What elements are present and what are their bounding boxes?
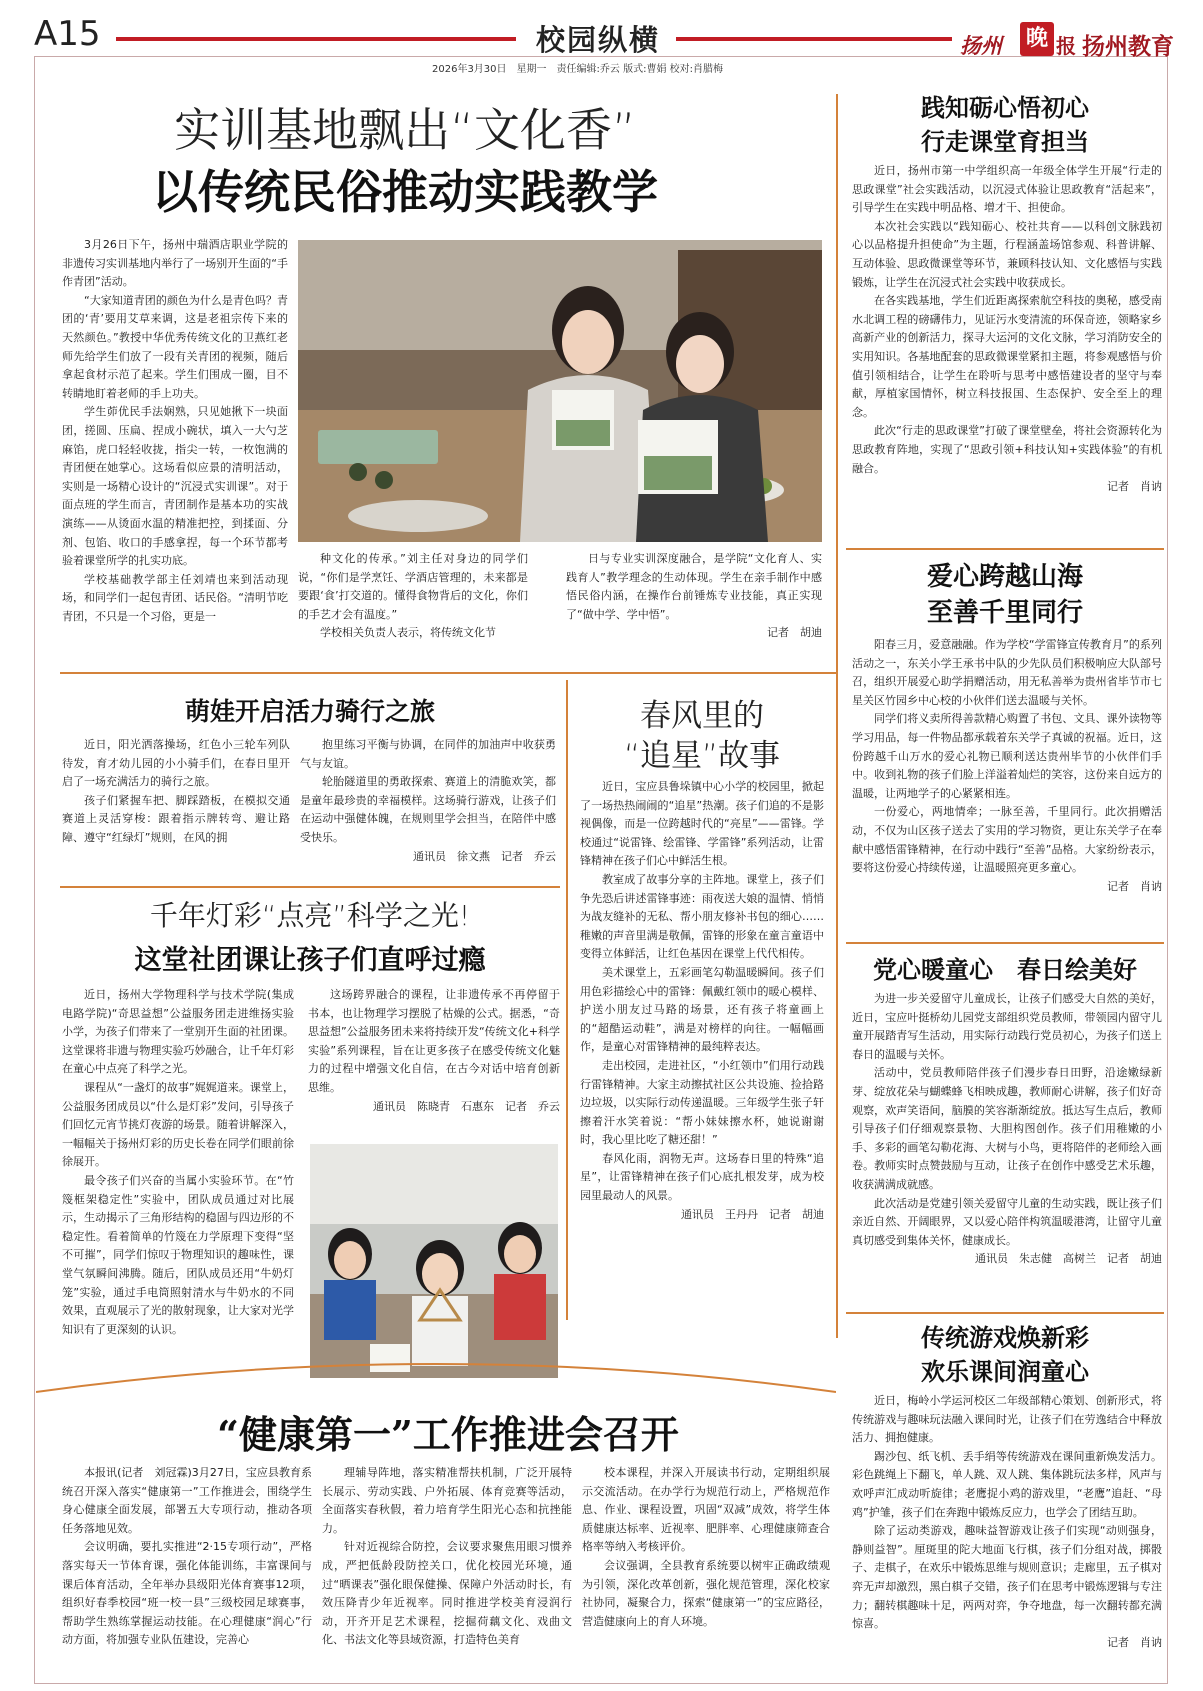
right2-subtitle: 至善千里同行 <box>926 598 1083 628</box>
right2-byline: 记者 肖讷 <box>1107 879 1162 893</box>
right1-title: 践知砺心悟初心 <box>921 93 1089 122</box>
bike-text-col2: 抱里练习平衡与协调，在同伴的加油声中收获勇气与友谊。 轮胎隧道里的勇敢探索、赛道上的清脆欢笑，都是童年最珍贵的幸福模样。这场骑行游戏，让孩子们在运动中强健体魄，在规则里学会担当，在陪伴中感受快乐。 通讯员 徐文燕 记者 乔云 <box>300 736 556 882</box>
brand-text-left: 扬州 <box>960 33 1002 58</box>
right4-title: 传统游戏焕新彩 <box>921 1323 1089 1352</box>
lantern-byline: 通讯员 陈晓青 石惠东 记者 乔云 <box>373 1099 560 1113</box>
lead-byline: 记者 胡迪 <box>767 626 822 640</box>
brand-text-mid: 报 <box>1056 34 1076 58</box>
right4-byline: 记者 肖讷 <box>1107 1635 1162 1649</box>
star-subtitle: “追星”故事 <box>623 738 781 774</box>
health-text-col2: 理辅导阵地，落实精准帮扶机制，广泛开展特长展示、劳动实践、户外拓展、体育竞赛等活动，全面落实春秋假，着力培育学生阳光心态和抗挫能力。 针对近视综合防控，会议要求聚焦用眼习惯养成，严把低龄段防控关口，优化校园光环境，通过“晒课表”强化眼保健操、保障户外活动时长，有效压降青少年近视率。同时推进学校美育浸润行动，开齐开足艺术课程，挖掘荷藕文化、戏曲文化、书法文化等县域资源，打造特色美育 <box>322 1466 572 1647</box>
column-divider-right <box>836 94 838 1338</box>
lantern-text-col1: 近日，扬州大学物理科学与技术学院(集成电路学院)“奇思益想”公益服务团走进维扬实验小学，为孩子们带来了一堂别开生面的社团课。这堂课将非遗与物理实验巧妙融合，让千年灯彩在童心中点亮了科学之光。 课程从“一盏灯的故事”娓娓道来。课堂上，公益服务团成员以“什么是灯彩”发问，引导孩子们回忆元宵节挑灯夜游的场景。随着讲解深入，一幅幅关于扬州灯彩的历史长卷在同学们眼前徐徐展开。 最令孩子们兴奋的当属小实验环节。在“竹篾框架稳定性”实验中，团队成员通过对比展示，生动揭示了三角形结构的稳固与四边形的不稳定性。看着简单的竹篾在力学原理下变得“坚不可摧”，同学们惊叹于物理知识的趣味性，课堂气氛瞬间沸腾。随后，团队成员还用“牛奶灯笼”实验，通过手电筒照射清水与牛奶水的不同效果，直观展示了光的散射现象，让大家对光学知识有了更深刻的认识。 <box>62 988 294 1336</box>
health-swoosh <box>36 1346 836 1400</box>
lead-text-col3: 日与专业实训深度融合，是学院“文化育人、实践育人”教学理念的生动体现。学生在亲手制作中感悟民俗内涵，在操作台前锤炼专业技能，真正实现了“做中学、学中悟”。 记者 胡迪 <box>566 550 822 662</box>
header-rule-left <box>116 37 516 41</box>
star-byline: 通讯员 王丹丹 记者 胡迪 <box>681 1207 824 1221</box>
lantern-photo <box>310 1144 558 1378</box>
health-text-col1: 本报讯(记者 刘冠霖)3月27日，宝应县教育系统召开深入落实“健康第一”工作推进会，围绕学生身心健康全面发展，部署五大专项行动，推动各项任务落地见效。 会议明确，要扎实推进“2·15专项行动”，严格落实每天一节体育课，强化体能训练，丰富课间与课后体育活动，全年举办县级阳光体育赛事12项，组织好春季校园“班一校一县”三级校园足球赛事，帮助学生熟练掌握运动技能。在心理健康“润心”行动方面，将加强专业队伍建设，完善心 <box>62 1466 312 1647</box>
right3-byline: 通讯员 朱志健 高树兰 记者 胡迪 <box>975 1252 1162 1266</box>
lead-text-col2: 种文化的传承。”刘主任对身边的同学们说，“你们是学烹饪、学酒店管理的，未来都是要跟‘食’打交道的。懂得食物背后的文化，你们的手艺才会有温度。” 学校相关负责人表示，将传统文化节 <box>298 552 528 640</box>
divider-right1 <box>846 548 1164 550</box>
right2-title: 爱心跨越山海 <box>926 562 1083 592</box>
brand-text-right: 扬州教育 <box>1082 33 1174 60</box>
lead-subtitle: 以传统民俗推动实践教学 <box>152 165 658 219</box>
right1-text: 近日，扬州市第一中学组织高一年级全体学生开展“行走的思政课堂”社会实践活动，以沉浸式体验让思政教育“活起来”，引导学生在实践中明品格、增才干、担使命。 本次社会实践以“践知砺心、校社共育——以科创文脉践初心以品格提升担使命”为主题，行程涵盖场馆参观、科普讲解、互动体验、思政微课堂等环节，兼顾科技认知、文化感悟与实践锻炼，让学生在沉浸式社会实践中收获成长。 在各实践基地，学生们近距离探索航空科技的奥秘，感受南水北调工程的磅礴伟力，见证污水变清流的环保奇迹，领略家乡高新产业的创新活力，探寻大运河的文化文脉，学习消防安全的实用知识。各基地配套的思政微课堂紧扣主题，将参观感悟与价值引领相结合，让学生在聆听与思考中感悟建设者的坚守与奉献，厚植家国情怀，树立科技报国、生态保护、安全至上的理念。 此次“行走的思政课堂”打破了课堂壁垒，将社会资源转化为思政教育阵地，实现了“思政引领+科技认知+实践体验”的有机融合。 记者 肖讷 <box>852 162 1162 538</box>
bike-byline: 通讯员 徐文燕 记者 乔云 <box>413 849 556 863</box>
right1-byline: 记者 肖讷 <box>1107 480 1162 494</box>
lead-text-col1: 3月26日下午，扬州中瑞酒店职业学院的非遗传习实训基地内举行了一场别开生面的“手作青团”活动。 “大家知道青团的颜色为什么是青色吗？青团的‘青’要用艾草来调，这是老祖宗传下来的天然颜色。”教授中华优秀传统文化的卫燕红老师先给学生们放了一段有关青团的视频，随后拿起食材示范了起来。学生们围成一圈，目不转睛地盯着老师的手上功夫。 学生茆优民手法娴熟，只见她揪下一块面团，搓圆、压扁、捏成小碗状，填入一大勺芝麻馅，虎口轻轻收拢，指尖一转，一枚饱满的青团便在她掌心。这场看似应景的清明活动，实则是一场精心设计的“沉浸式实训课”。对于面点班的学生而言，青团制作是基本功的实战演练——从烫面水温的精准把控，到揉面、分剂、包馅、收口的手感拿捏，每一个环节都考验着课堂所学的扎实功底。 学校基础教学部主任刘靖也来到活动现场，和同学们一起包青团、话民俗。“清明节吃青团，不只是一个习俗，更是一 <box>62 238 288 623</box>
right1-subtitle: 行走课堂育担当 <box>921 127 1089 156</box>
page-number: A15 <box>34 14 101 54</box>
health-title: “健康第一”工作推进会召开 <box>217 1412 679 1457</box>
bike-title: 萌娃开启活力骑行之旅 <box>184 697 435 726</box>
section-title: 校园纵横 <box>536 23 661 57</box>
right2-text: 阳春三月，爱意融融。作为学校“学雷锋宣传教育月”的系列活动之一，东关小学王承书中队的少先队员们积极响应大队部号召，组织开展爱心助学捐赠活动，用无私善举为贵州省毕节市七星关区竹园乡中心校的小伙伴们送去温暖与关怀。 同学们将义卖所得善款精心购置了书包、文具、课外读物等学习用品，每一件物品都承载着东关学子真诚的祝福。近日，这份跨越千山万水的爱心礼物已顺利送达贵州毕节的小伙伴们手中。收到礼物的孩子们脸上洋溢着灿烂的笑容，这份来自远方的温暖，让两地学子的心紧紧相连。 一份爱心，两地情牵；一脉至善，千里同行。此次捐赠活动，不仅为山区孩子送去了实用的学习物资，更让东关学子在奉献中感悟雷锋精神，在行动中践行“至善”品格。大家纷纷表示，要将这份爱心持续传递，让温暖照亮更多童心。 记者 肖讷 <box>852 636 1162 932</box>
lead-photo <box>298 240 822 542</box>
lead-title: 实训基地飘出“文化香” <box>174 103 636 157</box>
bike-text-col1: 近日，阳光洒落操场，红色小三轮车列队待发，育才幼儿园的小小骑手们，在春日里开启了一场充满活力的骑行之旅。 孩子们紧握车把、脚踩踏板，在模拟交通赛道上灵活穿梭：跟着指示牌转弯、避让路障、遵守“红绿灯”规则，在风的拥 <box>62 738 290 844</box>
column-divider-mid <box>566 680 568 1320</box>
right4-subtitle: 欢乐课间润童心 <box>921 1357 1089 1386</box>
divider-bike <box>60 886 560 888</box>
divider-right3 <box>846 1312 1164 1314</box>
brand-logo: 晚 <box>1020 22 1054 56</box>
lantern-subtitle: 这堂社团课让孩子们直呼过瘾 <box>134 945 486 976</box>
right3-title: 党心暖童心 春日绘美好 <box>873 955 1137 984</box>
star-text: 近日，宝应县鲁垛镇中心小学的校园里，掀起了一场热热闹闹的“追星”热潮。孩子们追的不是影视偶像，而是一位跨越时代的“亮星”——雷锋。学校通过“说雷锋、绘雷锋、学雷锋”系列活动，让雷锋精神在孩子们心中鲜活生根。 教室成了故事分享的主阵地。课堂上，孩子们争先恐后讲述雷锋事迹：雨夜送大娘的温情、悄悄为战友缝补的无私、帮小朋友修补书包的细心……稚嫩的声音里满是敬佩，雷锋的形象在童言童语中变得立体鲜活，让红色基因在课堂上代代相传。 美术课堂上，五彩画笔勾勒温暖瞬间。孩子们用色彩描绘心中的雷锋：佩戴红领巾的暖心模样、护送小朋友过马路的场景，还有孩子将童画上的“超酷运动鞋”，满是对榜样的向往。一幅幅画作，是童心对雷锋精神的最纯粹表达。 走出校园，走进社区，“小红领巾”们用行动践行雷锋精神。大家主动擦拭社区公共设施、捡拾路边垃圾，以实际行动传递温暖。三年级学生张子轩擦着汗水笑着说：“帮小妹妹擦水杯，她说谢谢时，我心里比吃了糖还甜！” 春风化雨，润物无声。这场春日里的特殊“追星”，让雷锋精神在孩子们心底扎根发芽，成为校园里最动人的风景。 通讯员 王丹丹 记者 胡迪 <box>580 778 824 1332</box>
right3-text: 为进一步关爱留守儿童成长，让孩子们感受大自然的美好，近日，宝应叶挺桥幼儿园党支部组织党员教师，带领园内留守儿童开展踏青写生活动，用实际行动践行党员初心，为孩子们送上春日的温暖与关怀。 活动中，党员教师陪伴孩子们漫步春日田野，沿途嫩绿新芽、绽放花朵与蝴蝶蜂飞相映成趣，教师耐心讲解，孩子们好奇观察，欢声笑语间，脑膜的笑容渐渐绽放。抵达写生点后，教师引导孩子们仔细观察景物、大胆构图创作。孩子们用稚嫩的小手、多彩的画笔勾勒花海、大树与小鸟，更将陪伴的老师绘入画卷。教师实时点赞鼓励与互动，让孩子在创作中感受艺术乐趣，收获满满成就感。 此次活动是党建引领关爱留守儿童的生动实践，既让孩子们亲近自然、开阔眼界，又以爱心陪伴构筑温暖港湾，让留守儿童真切感受到集体关怀，健康成长。 通讯员 朱志健 高树兰 记者 胡迪 <box>852 990 1162 1300</box>
lantern-title: 千年灯彩“点亮”科学之光! <box>149 899 471 932</box>
divider-lead <box>60 672 836 674</box>
lantern-text-col2: 这场跨界融合的课程，让非遗传承不再停留于书本，也让物理学习摆脱了枯燥的公式。据悉，“奇思益想”公益服务团未来将持续开发“传统文化+科学实验”系列课程，旨在让更多孩子在感受传统文化魅力的过程中增强文化自信，在古今对话中培育创新思维。 通讯员 陈晓青 石惠东 记者 乔云 <box>308 986 560 1138</box>
health-text-col3: 校本课程，并深入开展读书行动，定期组织展示交流活动。在办学行为规范行动上，严格规范作息、作业、课程设置，巩固“双减”成效，将学生体质健康达标率、近视率、肥胖率、心理健康筛查合格率等纳入考核评价。 会议强调，全县教育系统要以树牢正确政绩观为引领，深化改革创新，强化规范管理，深化校家社协同，凝聚合力，探索“健康第一”的宝应路径，营造健康向上的育人环境。 <box>582 1466 830 1628</box>
star-title: 春风里的 <box>640 698 764 734</box>
issue-meta: 2026年3月30日 星期一 责任编辑:乔云 版式:曹娟 校对:肖腊梅 <box>432 64 724 75</box>
divider-right2 <box>846 942 1164 944</box>
right4-text: 近日，梅岭小学运河校区二年级部精心策划、创新形式，将传统游戏与趣味玩法融入课间时光，让孩子们在劳逸结合中释放活力、拥抱健康。 踢沙包、纸飞机、丢手绢等传统游戏在课间重新焕发活力。彩色跳绳上下翻飞，单人跳、双人跳、集体跳玩法多样，风声与欢呼声汇成动听旋律；老鹰捉小鸡的游戏里，“老鹰”追赶、“母鸡”护雏，孩子们在奔跑中锻炼反应力，也学会了团结互助。 除了运动类游戏，趣味益智游戏让孩子们实现“动则强身，静则益智”。厘斑里的陀大地面飞行棋，孩子们分组对战，掷骰子、走棋子，在欢乐中锻炼思维与规则意识；走廊里，五子棋对弈无声却激烈，黑白棋子交错，孩子们在思考中锻炼逻辑与专注力；翻转棋趣味十足，两两对弈，争夺地盘，每一次翻转都充满惊喜。 记者 肖讷 <box>852 1392 1162 1678</box>
header-rule-right <box>676 37 952 41</box>
